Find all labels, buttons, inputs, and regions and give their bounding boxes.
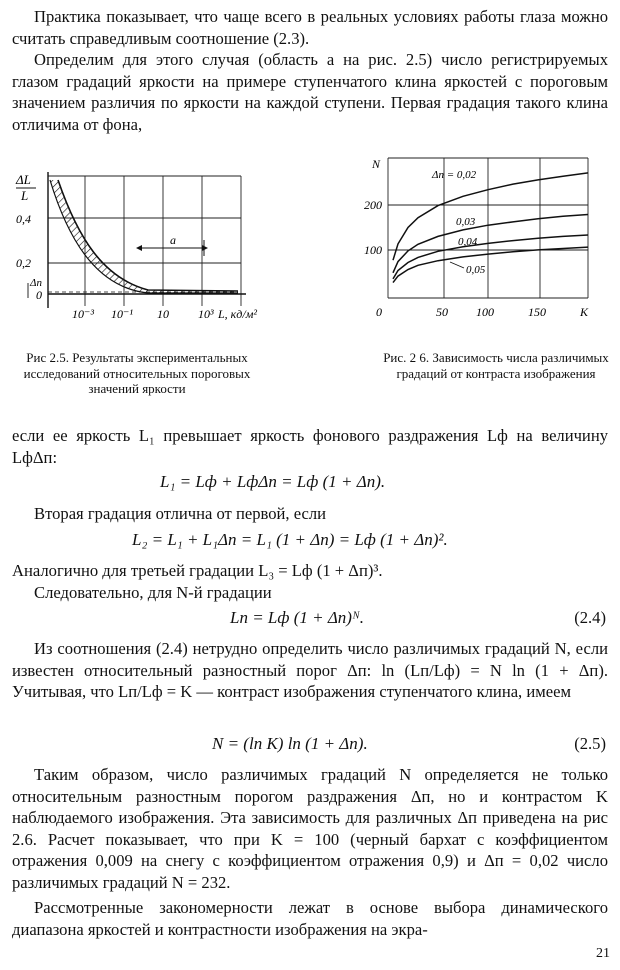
fig26-curve-label-0: Δп = 0,02 [432,169,477,181]
fig26-curve-3 [393,247,588,283]
fig26-curve-label-2: 0,04 [458,236,478,248]
fig26-ylabel: N [372,157,381,171]
equation-2-4-number: (2.4) [574,608,606,627]
fig25-ytick-2: 0 [36,288,42,302]
equation-2-5-number: (2.5) [574,734,606,753]
paragraph-third-gradation: Аналогично для третьей градации L₃ = Lф (1 + Δп)³. [12,561,383,580]
page-number: 21 [596,946,610,961]
fig26-xtick-1: 50 [436,305,448,319]
paragraph-intro: Практика показывает, что чаще всего в реальных условиях работы глаза можно считать справедливым соотношение (2.3). [12,7,608,48]
fig26-curves [393,173,588,283]
figure-2-5-caption: Рис 2.5. Результаты экспериментальных исследований относительных пороговых значений яркости [23,350,251,396]
equation-2: L₂ = L₁ + L₁Δп = L₁ (1 + Δп) = Lф (1 + Δп)². [132,530,448,549]
fig25-xtick-1: 10⁻¹ [111,307,133,321]
paragraph-nth-gradation: Следовательно, для N-й градации [34,583,272,602]
paragraph-second-gradation: Вторая градация отлична от первой, если [34,504,326,523]
fig26-curve-label-1: 0,03 [456,216,476,228]
fig25-ytick-0: 0,4 [16,212,31,226]
figure-2-6-caption: Рис. 2 6. Зависимость числа различимых градаций от контраста изображения [383,350,609,381]
paragraph-dynamic-range: Рассмотренные закономерности лежат в основе выбора динамического диапазона яркостей и контрастности изображения на экра- [12,898,608,939]
equation-2-5: N = (ln K) ln (1 + Δп). [212,734,368,753]
fig25-ytick-1: 0,2 [16,256,31,270]
paragraph-definition: Определим для этого случая (область a на рис. 2.5) число регистрируемых глазом градаций яркости на примере ступенчатого клина яркостей с пороговым значением различия по яркости на каждой ступени. Первая градация такого клина отличима от фона, [12,50,608,134]
fig26-label-pointer [450,262,464,268]
fig25-xlabel: L, кд/м² [218,307,257,321]
fig26-xtick-0: 0 [376,305,382,319]
fig25-delta-label: Δп [30,277,42,289]
fig25-xtick-0: 10⁻³ [72,307,94,321]
fig25-ylabel-num: ΔL [16,172,31,187]
paragraph-first-gradation: если ее яркость L₁ превышает яркость фонового раздражения Lф на величину LфΔп: [12,426,608,467]
equation-2-4: Lп = Lф (1 + Δп)ᴺ. [230,608,365,627]
equation-1: L₁ = Lф + LфΔп = Lф (1 + Δп). [160,472,386,491]
paragraph-number-of-gradations: Из соотношения (2.4) нетрудно определить число различимых градаций N, если известен относительный разностный порог Δп: ln (Lп/Lф) = N ln (1 + Δп). Учитывая, что Lп/Lф = K — контраст изображения ступенчатого клина, имеем [12,639,608,701]
fig26-curve-2 [393,235,588,279]
fig26-ytick-1: 100 [364,243,382,257]
fig26-curve-label-3: 0,05 [466,264,486,276]
fig25-arrow-right [202,245,208,251]
fig25-xtick-2: 10 [157,307,169,321]
fig25-region-label: a [170,233,176,247]
fig25-arrow-left [136,245,142,251]
paragraph-conclusion: Таким образом, число различимых градаций N определяется не только относительным разностным порогом раздражения Δп, но и контрастом K наблюдаемого изображения. Эта зависимость для различных Δп приведена на рис 2.6. Расчет показывает, что при K = 100 (черный бархат с коэффициентом отражения 0,009 на снегу с коэффициентом отражения 0,9) и Δп = 0,02 число различимых градаций N = 232. [12,765,608,892]
figure-2-6 [358,150,610,328]
fig25-ylabel-den: L [21,188,29,203]
fig26-grid [388,158,588,298]
fig26-xtick-3: 150 [528,305,546,319]
fig26-ytick-0: 200 [364,198,382,212]
fig26-xtick-2: 100 [476,305,494,319]
fig25-xtick-3: 10³ [198,307,214,321]
figure-2-5 [8,168,270,328]
fig25-hatched-band [50,180,238,293]
fig26-xlabel: K [580,305,589,319]
